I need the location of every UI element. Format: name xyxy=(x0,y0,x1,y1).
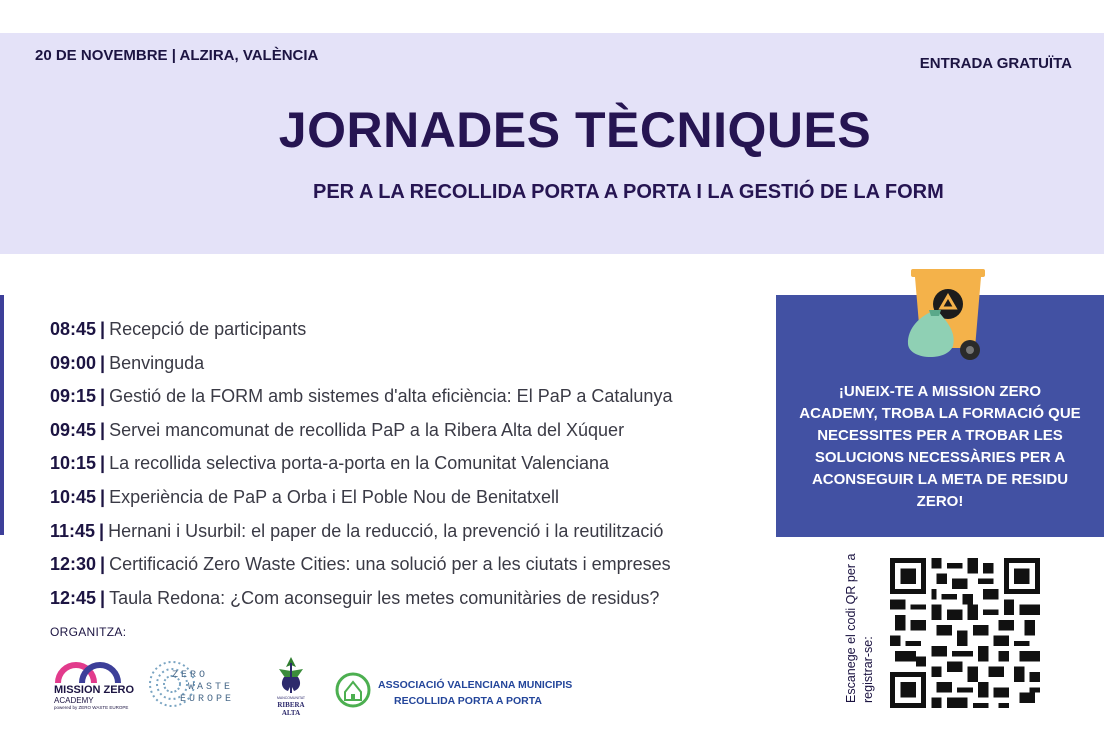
agenda-time: 12:30 xyxy=(50,554,97,575)
agenda-title: Recepció de participants xyxy=(109,319,307,339)
agenda-title: Hernani i Usurbil: el paper de la reducció, la prevenció i la reutilització xyxy=(108,520,664,541)
agenda-item xyxy=(50,318,672,352)
agenda-separator: | xyxy=(100,486,106,507)
agenda-item xyxy=(50,486,672,520)
agenda-separator: | xyxy=(100,319,106,339)
ribera-alta-line2: ALTA xyxy=(281,709,301,717)
page-subtitle: PER A LA RECOLLIDA PORTA A PORTA I LA GESTIÓ DE LA FORM xyxy=(313,181,944,203)
promo-text: ¡UNEIX-TE A MISSION ZERO ACADEMY, TROBA LA FORMACIÓ QUE NECESSITES PER A TROBAR LES SOLUCIONS NECESSÀRIES PER A ACONSEGUIR LA META DE RESIDU ZERO! xyxy=(799,383,1081,510)
mission-zero-academy-logo xyxy=(52,655,134,711)
agenda-time: 09:15 xyxy=(50,386,97,407)
associacio-line1: ASSOCIACIÓ VALENCIANA MUNICIPIS xyxy=(378,679,573,691)
zero-waste-europe-logo xyxy=(148,656,248,712)
agenda-time: 10:45 xyxy=(50,486,97,507)
agenda-item xyxy=(50,520,672,554)
agenda-time: 09:45 xyxy=(50,419,97,440)
page-title: JORNADES TÈCNIQUES xyxy=(278,102,872,158)
agenda-separator: | xyxy=(100,453,106,474)
ribera-alta-emblem-icon xyxy=(266,655,316,695)
agenda-item xyxy=(50,385,672,419)
agenda-accent-bar xyxy=(0,295,4,535)
free-entry-label: ENTRADA GRATUÏTA xyxy=(919,55,1072,72)
agenda-time: 11:45 xyxy=(50,520,96,541)
agenda-separator: | xyxy=(100,352,106,373)
house-circle-icon xyxy=(335,668,375,716)
agenda-time: 08:45 xyxy=(50,319,97,339)
associacio-line2: RECOLLIDA PORTA A PORTA xyxy=(394,695,542,707)
agenda-title: Certificació Zero Waste Cities: una solució per a les ciutats i empreses xyxy=(109,554,671,575)
agenda-title: La recollida selectiva porta-a-porta en la Comunitat Valenciana xyxy=(109,453,610,474)
associacio-valenciana-logo xyxy=(335,668,573,716)
zwe-line3: EUROPE xyxy=(180,694,235,705)
mission-zero-sub: ACADEMY xyxy=(54,696,94,705)
agenda-item xyxy=(50,587,672,621)
organizers-label: ORGANITZA: xyxy=(50,625,127,639)
recycling-bin-icon xyxy=(903,266,993,366)
agenda-list xyxy=(50,318,672,620)
agenda-time: 10:15 xyxy=(50,453,97,474)
mission-zero-arc-icon xyxy=(52,655,134,685)
agenda-separator: | xyxy=(100,587,106,608)
ribera-alta-line1: RIBERA xyxy=(277,701,305,709)
agenda-item xyxy=(50,419,672,453)
agenda-title: Benvinguda xyxy=(109,352,205,373)
agenda-item xyxy=(50,352,672,386)
agenda-separator: | xyxy=(100,386,106,407)
agenda-item xyxy=(50,553,672,587)
event-date-location: 20 DE NOVEMBRE | ALZIRA, VALÈNCIA xyxy=(35,47,319,64)
agenda-title: Experiència de PaP a Orba i El Poble Nou de Benitatxell xyxy=(109,486,560,507)
agenda-time: 12:45 xyxy=(50,587,97,608)
agenda-title: Servei mancomunat de recollida PaP a la Ribera Alta del Xúquer xyxy=(109,419,625,440)
mission-zero-powered: powered by ZERO WASTE EUROPE xyxy=(54,705,129,710)
mission-zero-name: MISSION ZERO xyxy=(54,684,135,696)
agenda-separator: | xyxy=(100,554,106,575)
zwe-line2: WASTE xyxy=(188,682,234,693)
agenda-separator: | xyxy=(99,520,105,541)
qr-code-icon[interactable] xyxy=(890,558,1040,708)
ribera-alta-logo xyxy=(266,655,316,717)
zwe-line1: ZERO xyxy=(172,670,209,681)
ribera-alta-small: MANCOMUNITAT xyxy=(276,696,306,700)
agenda-separator: | xyxy=(100,419,106,440)
agenda-title: Gestió de la FORM amb sistemes d'alta eficiència: El PaP a Catalunya xyxy=(109,386,673,407)
agenda-time: 09:00 xyxy=(50,352,97,373)
agenda-title: Taula Redona: ¿Com aconseguir les metes comunitàries de residus? xyxy=(109,587,660,608)
qr-caption: Escanege el codi QR per a registrar-se: xyxy=(844,553,875,703)
agenda-item xyxy=(50,452,672,486)
